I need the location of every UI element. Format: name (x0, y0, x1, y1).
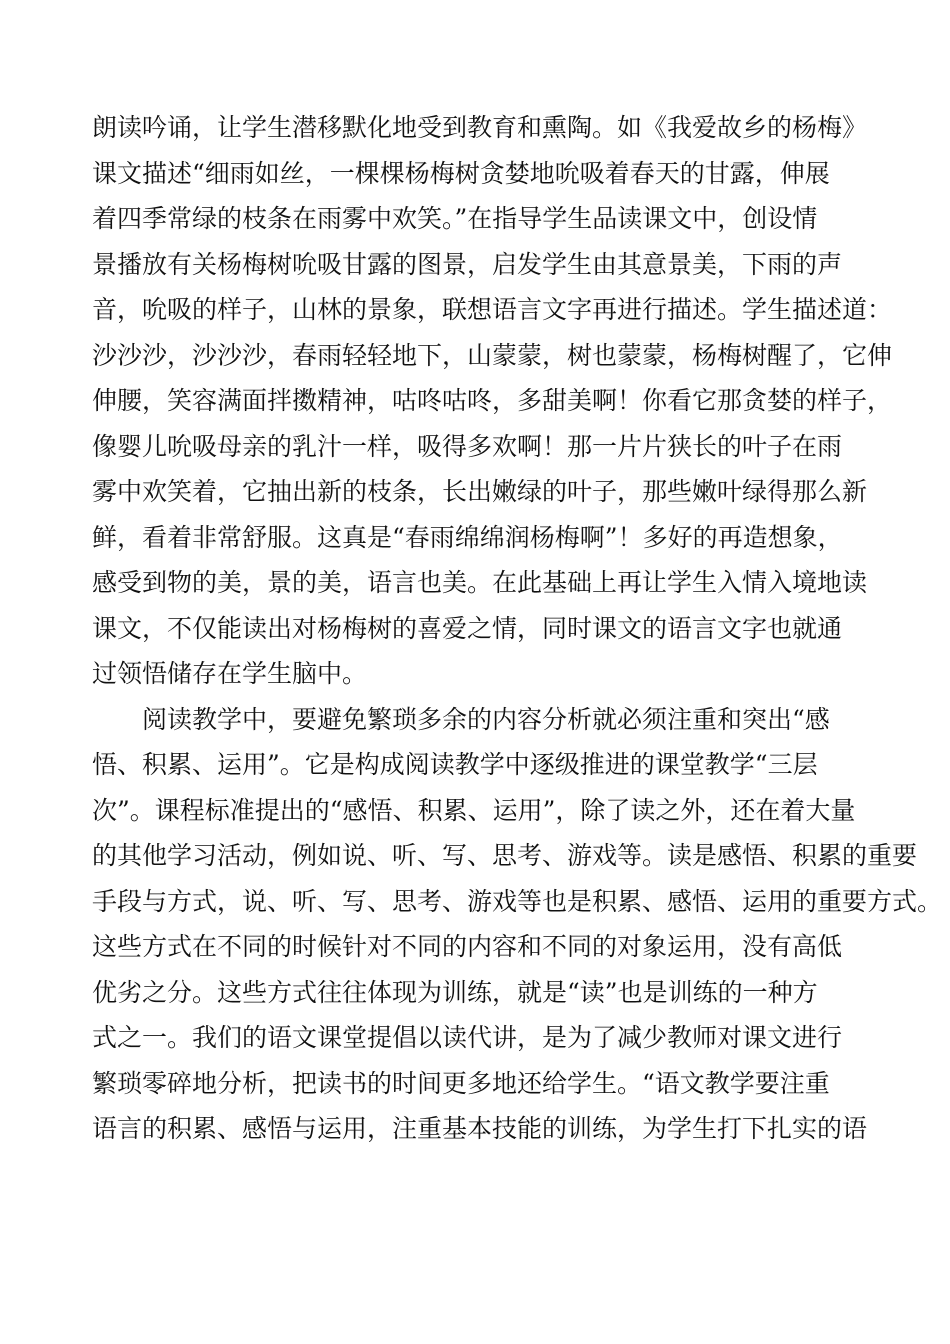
text-line: 优劣之分。这些方式往往体现为训练，就是“读”也是训练的一种方 (92, 977, 818, 1007)
text-line: 悟、积累、运用”。它是构成阅读教学中逐级推进的课堂教学“三层 (92, 750, 818, 779)
text-line: 景播放有关杨梅树吮吸甘露的图景，启发学生由其意景美，下雨的声 (92, 249, 843, 279)
text-line: 朗读吟诵，让学生潜移默化地受到教育和熏陶。如《我爱故乡的杨梅》 (92, 113, 868, 142)
text-line: 音，吮吸的样子，山林的景象，联想语言文字再进行描述。学生描述道： (92, 295, 893, 324)
text-line: 手段与方式，说、听、写、思考、游戏等也是积累、感悟、运用的重要方式。 (92, 886, 943, 916)
text-line: 课文，不仅能读出对杨梅树的喜爱之情，同时课文的语言文字也就通 (92, 613, 843, 643)
text-line: 感受到物的美，景的美，语言也美。在此基础上再让学生入情入境地读 (92, 568, 868, 597)
text-line: 着四季常绿的枝条在雨雾中欢笑。”在指导学生品读课文中，创设情 (92, 204, 818, 233)
text-line: 式之一。我们的语文课堂提倡以读代讲，是为了减少教师对课文进行 (92, 1023, 843, 1052)
text-line: 繁琐零碎地分析，把读书的时间更多地还给学生。“语文教学要注重 (92, 1068, 830, 1098)
text-line: 这些方式在不同的时候针对不同的内容和不同的对象运用，没有高低 (92, 932, 843, 961)
body-text (92, 105, 943, 1152)
text-line: 鲜，看着非常舒服。这真是“春雨绵绵润杨梅啊”！多好的再造想象， (92, 522, 843, 552)
paragraph-2 (92, 697, 943, 1152)
paragraph-1 (92, 105, 893, 697)
text-line: 伸腰，笑容满面拌擞精神，咕咚咕咚，多甜美啊！你看它那贪婪的样子， (92, 386, 893, 415)
text-line: 的其他学习活动，例如说、听、写、思考、游戏等。读是感悟、积累的重要 (92, 841, 918, 870)
text-line: 雾中欢笑着，它抽出新的枝条，长出嫩绿的叶子，那些嫩叶绿得那么新 (92, 477, 868, 506)
text-line: 阅读教学中，要避免繁琐多余的内容分析就必须注重和突出“感 (142, 704, 830, 734)
text-line: 像婴儿吮吸母亲的乳汁一样，吸得多欢啊！那一片片狭长的叶子在雨 (92, 431, 843, 461)
text-line: 课文描述“细雨如丝，一棵棵杨梅树贪婪地吮吸着春天的甘露，伸展 (92, 158, 830, 188)
text-line: 过领悟储存在学生脑中。 (92, 659, 368, 688)
text-line: 语言的积累、感悟与运用，注重基本技能的训练，为学生打下扎实的语 (92, 1114, 868, 1143)
text-line: 次”。课程标准提出的“感悟、积累、运用”，除了读之外，还在着大量 (92, 795, 856, 825)
text-line: 沙沙沙，沙沙沙，春雨轻轻地下，山蒙蒙，树也蒙蒙，杨梅树醒了，它伸 (92, 340, 893, 370)
